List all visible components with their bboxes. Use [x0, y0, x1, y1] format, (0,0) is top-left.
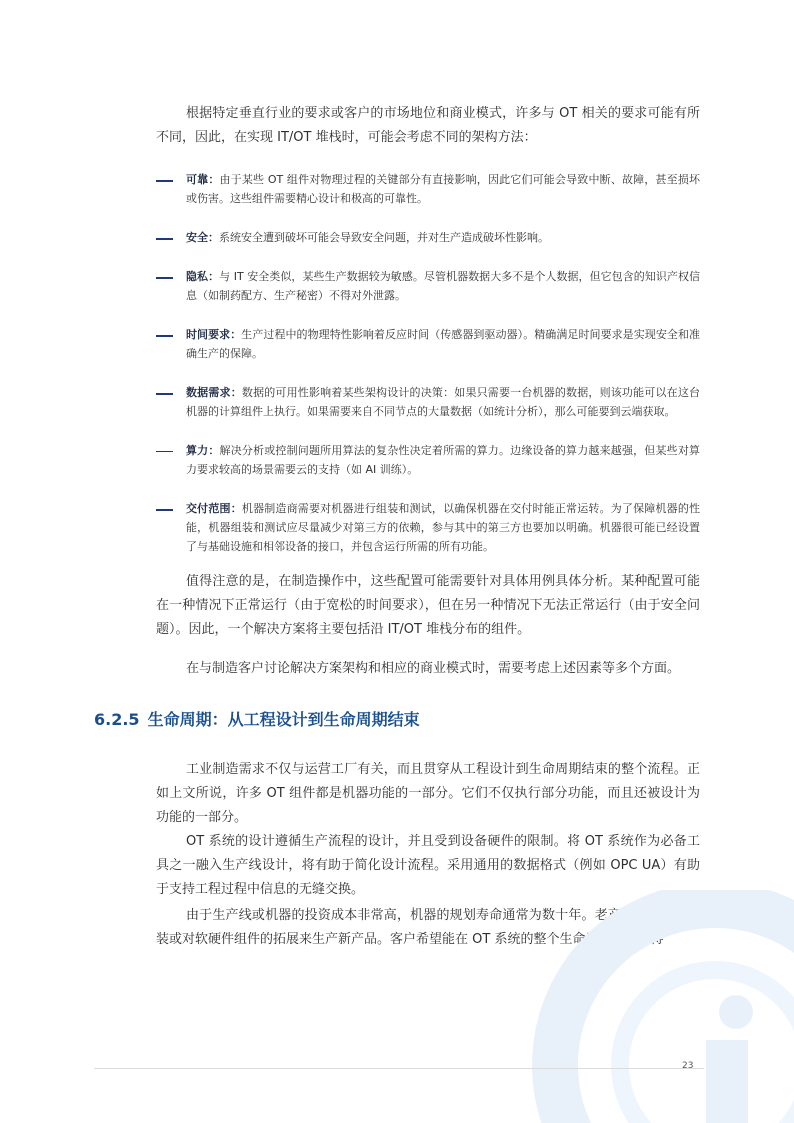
bullet-term: 数据需求：	[186, 386, 242, 399]
body-paragraph: 由于生产线或机器的投资成本非常高，机器的规划寿命通常为数十年。老产品线会通过改装或对软硬件组件的拓展来生产新产品。客户希望能在 OT 系统的整个生命周期都能获得	[156, 908, 700, 947]
dash-bullet-icon	[156, 393, 173, 395]
section-title: 生命周期：从工程设计到生命周期结束	[147, 710, 420, 729]
body-paragraph: OT 系统的设计遵循生产流程的设计，并且受到设备硬件的限制。将 OT 系统作为必备工具之一融入生产线设计，将有助于简化设计流程。采用通用的数据格式（例如 OPC UA）有助于支持工程过程中信息的无缝交换。	[156, 834, 700, 897]
bullet-term: 隐私：	[186, 270, 220, 283]
footer-divider	[94, 1068, 704, 1069]
bullet-text: 数据的可用性影响着某些架构设计的决策：如果只需要一台机器的数据，则该功能可以在这台机器的计算组件上执行。如果需要来自不同节点的大量数据（如统计分析），那么可能要到云端获取。	[186, 386, 700, 418]
section-heading	[94, 708, 420, 732]
dash-bullet-icon	[156, 277, 173, 279]
dash-bullet-icon	[156, 509, 173, 511]
bullet-text: 生产过程中的物理特性影响着反应时间（传感器到驱动器）。精确满足时间要求是实现安全和准确生产的保障。	[186, 328, 701, 360]
bullet-text: 由于某些 OT 组件对物理过程的关键部分有直接影响，因此它们可能会导致中断、故障，甚至损坏或伤害。这些组件需要精心设计和极高的可靠性。	[186, 173, 700, 205]
list-item-privacy	[156, 267, 700, 305]
bullet-term: 时间要求：	[186, 328, 242, 341]
bullet-term: 可靠：	[186, 173, 220, 186]
bullet-term: 交付范围：	[186, 502, 242, 515]
section-number: 6.2.5	[94, 710, 140, 729]
bullet-term: 安全：	[186, 231, 219, 244]
dash-bullet-icon	[156, 180, 173, 182]
body-paragraph: 工业制造需求不仅与运营工厂有关，而且贯穿从工程设计到生命周期结束的整个流程。正如上文所说，许多 OT 组件都是机器功能的一部分。它们不仅执行部分功能，而且还被设计为功能的一部分。	[156, 762, 700, 825]
list-item-security	[156, 228, 700, 247]
dash-bullet-icon	[156, 451, 173, 452]
list-item-delivery-scope	[156, 499, 700, 556]
bullet-text: 与 IT 安全类似，某些生产数据较为敏感。尽管机器数据大多不是个人数据，但它包含的知识产权信息（如制药配方、生产秘密）不得对外泄露。	[186, 270, 700, 302]
bullet-term: 算力：	[186, 444, 220, 457]
list-item-reliability	[156, 170, 700, 208]
list-item-computing-power	[156, 441, 700, 479]
bullet-text: 解决分析或控制问题所用算法的复杂性决定着所需的算力。边缘设备的算力越来越强，但某些对算力要求较高的场景需要云的支持（如 AI 训练）。	[186, 444, 701, 476]
dash-bullet-icon	[156, 335, 173, 337]
intro-paragraph: 根据特定垂直行业的要求或客户的市场地位和商业模式，许多与 OT 相关的要求可能有所不同，因此，在实现 IT/OT 堆栈时，可能会考虑不同的架构方法：	[156, 106, 700, 145]
requirements-list	[156, 170, 700, 576]
dash-bullet-icon	[156, 238, 173, 240]
list-item-timing	[156, 325, 700, 363]
list-item-data-needs	[156, 383, 700, 421]
note-paragraph: 值得注意的是，在制造操作中，这些配置可能需要针对具体用例具体分析。某种配置可能在一种情况下正常运行（由于宽松的时间要求），但在另一种情况下无法正常运行（由于安全问题）。因此，一个解决方案将主要包括沿 IT/OT 堆栈分布的组件。	[156, 574, 700, 637]
note-paragraph: 在与制造客户讨论解决方案架构和相应的商业模式时，需要考虑上述因素等多个方面。	[186, 661, 681, 676]
page-number: 23	[682, 1061, 694, 1071]
bullet-text: 系统安全遭到破坏可能会导致安全问题，并对生产造成破坏性影响。	[219, 231, 549, 244]
bullet-text: 机器制造商需要对机器进行组装和测试，以确保机器在交付时能正常运转。为了保障机器的性能，机器组装和测试应尽量减少对第三方的依赖，参与其中的第三方也要加以明确。机器很可能已经设置了与基础设施和相邻设备的接口，并包含运行所需的所有功能。	[186, 502, 700, 553]
